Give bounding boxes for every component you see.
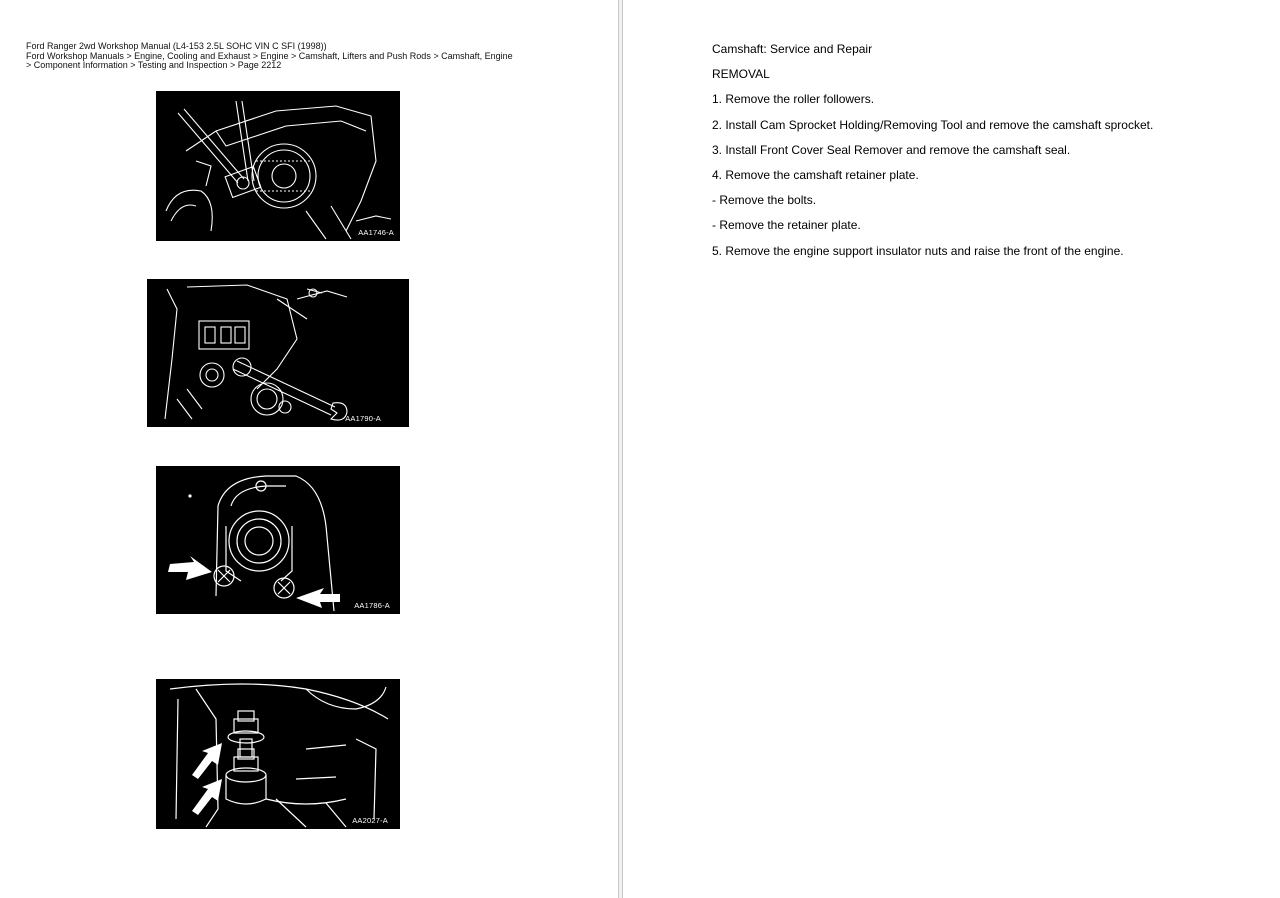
- substep-remove-bolts: - Remove the bolts.: [712, 193, 817, 208]
- procedure-text: [712, 42, 1272, 269]
- figure-seal-remover: [147, 279, 409, 427]
- step-3: 3. Install Front Cover Seal Remover and remove the camshaft seal.: [712, 142, 1071, 157]
- seal-remover-illustration: [147, 279, 409, 427]
- figure-sprocket-tool: [156, 91, 400, 241]
- section-heading: REMOVAL: [712, 67, 770, 82]
- step-4: 4. Remove the camshaft retainer plate.: [712, 167, 919, 182]
- manual-title: Ford Ranger 2wd Workshop Manual (L4-153 2.5L SOHC VIN C SFI (1998)): [26, 41, 327, 51]
- breadcrumb-path: Ford Workshop Manuals > Engine, Cooling and Exhaust > Engine > Camshaft, Lifters and Push Rods > Camshaft, Engine: [26, 50, 513, 61]
- substep-remove-plate: - Remove the retainer plate.: [712, 218, 861, 233]
- section-title: Camshaft: Service and Repair: [712, 42, 873, 56]
- figure-label: AA1786-A: [354, 601, 390, 610]
- insulator-nuts-illustration: [156, 679, 400, 829]
- figure-label: AA2027-A: [352, 816, 388, 825]
- left-page: [0, 0, 618, 898]
- breadcrumb-header: [26, 42, 586, 71]
- breadcrumb-path-continued: > Component Information > Testing and Inspection > Page 2212: [26, 60, 282, 71]
- step-2: 2. Install Cam Sprocket Holding/Removing Tool and remove the camshaft sprocket.: [712, 117, 1154, 132]
- retainer-plate-illustration: [156, 466, 400, 614]
- figure-label: AA1746-A: [358, 228, 394, 237]
- figure-label: AA1790-A: [345, 414, 381, 423]
- figure-insulator-nuts: [156, 679, 400, 829]
- sprocket-tool-illustration: [156, 91, 400, 241]
- right-page: [623, 0, 1280, 898]
- step-5: 5. Remove the engine support insulator nuts and raise the front of the engine.: [712, 243, 1124, 258]
- step-1: 1. Remove the roller followers.: [712, 92, 875, 107]
- figure-retainer-plate: [156, 466, 400, 614]
